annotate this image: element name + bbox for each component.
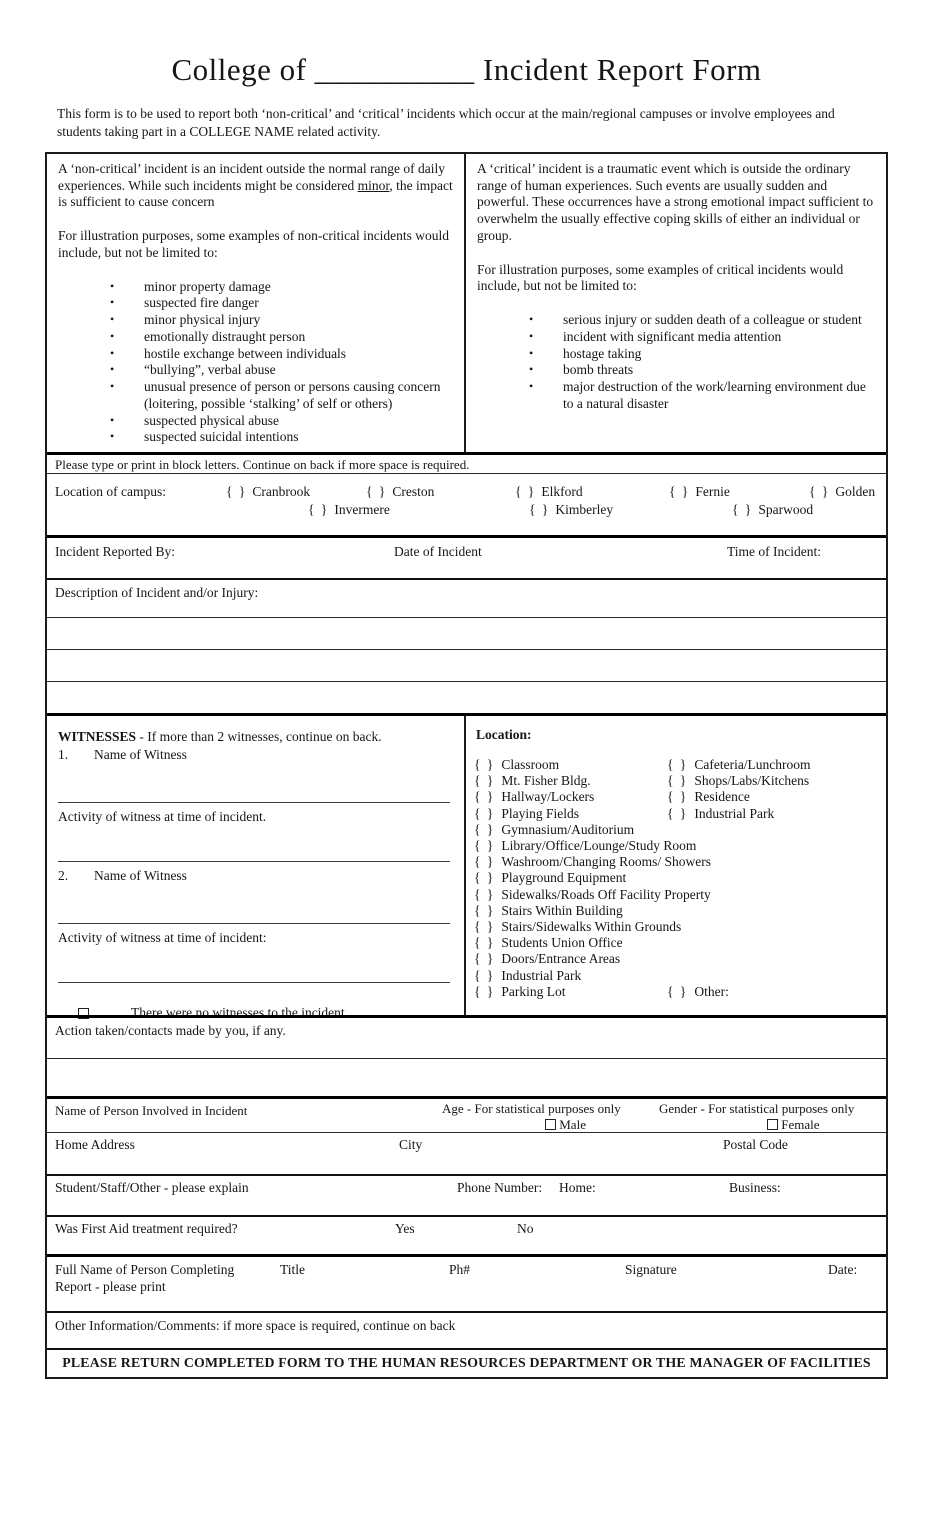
bullet-icon: • [110, 379, 115, 394]
female-option[interactable]: Female [767, 1117, 820, 1133]
location-pair-row [474, 773, 876, 789]
bullet-icon: • [529, 328, 534, 343]
bullet-icon: • [110, 312, 115, 327]
footer-text: PLEASE RETURN COMPLETED FORM TO THE HUMAN RESOURCES DEPARTMENT OR THE MANAGER OF FACILITIES [62, 1355, 871, 1370]
witness-1-activity-label: Activity of witness at time of incident. [58, 809, 267, 824]
location-option-shops[interactable]: { } Shops/Labs/Kitchens [667, 773, 810, 789]
campus-row [47, 473, 886, 535]
postal-code-label: Postal Code [723, 1137, 788, 1152]
list-item: • “bullying”, verbal abuse [110, 362, 276, 378]
witness-1-name-label: 1. Name of Witness [58, 747, 187, 762]
bullet-icon: • [110, 412, 115, 427]
location-option-mt-fisher[interactable]: { } Mt. Fisher Bldg. [474, 773, 591, 789]
witness-2-activity-line[interactable] [58, 982, 450, 983]
list-item: • hostile exchange between individuals [110, 345, 347, 361]
campus-option-kimberley[interactable]: { } Kimberley [529, 502, 614, 517]
description-label: Description of Incident and/or Injury: [55, 585, 259, 600]
witness-2-activity-label: Activity of witness at time of incident: [58, 930, 267, 945]
list-item: • incident with significant media attention [529, 328, 782, 344]
critical-bullet-list [477, 312, 875, 412]
list-item: • minor physical injury [110, 312, 261, 328]
campus-option-golden[interactable]: { } Golden [809, 484, 876, 499]
checkbox-fernie[interactable]: { } [669, 484, 689, 499]
action-taken-line[interactable] [47, 1058, 886, 1096]
bullet-icon: • [110, 345, 115, 360]
checkbox-hallway[interactable]: { } [474, 789, 494, 805]
location-option-hallway[interactable]: { } Hallway/Lockers [474, 789, 595, 805]
instructions-text: Please type or print in block letters. Continue on back if more space is required. [55, 457, 470, 472]
checkbox-mt-fisher[interactable]: { } [474, 773, 494, 789]
checkbox-industrial-park-2[interactable]: { } [474, 967, 494, 983]
list-item: • suspected fire danger [110, 295, 259, 311]
first-aid-label: Was First Aid treatment required? [55, 1221, 238, 1236]
location-pair-row [474, 789, 876, 805]
person-involved-row[interactable] [47, 1096, 886, 1132]
location-option-classroom[interactable]: { } Classroom [474, 757, 560, 772]
witnesses-column [47, 716, 466, 1020]
date-of-incident-label: Date of Incident [394, 544, 482, 559]
location-option-washroom[interactable]: { } Washroom/Changing Rooms/ Showers [474, 854, 712, 870]
location-option-sidewalks-roads[interactable]: { } Sidewalks/Roads Off Facility Property [474, 886, 711, 902]
list-item: • emotionally distraught person [110, 328, 306, 344]
phone-business-label: Business: [729, 1180, 781, 1195]
date-label: Date: [828, 1262, 858, 1277]
campus-option-invermere[interactable]: { } Invermere [308, 502, 390, 517]
checkbox-playing-fields[interactable]: { } [474, 805, 494, 821]
checkbox-cafeteria[interactable]: { } [667, 757, 687, 772]
checkbox-sidewalks-roads[interactable]: { } [474, 886, 494, 902]
location-option-residence[interactable]: { } Residence [667, 789, 750, 805]
status-row[interactable] [47, 1174, 886, 1215]
witnesses-heading: WITNESSES - If more than 2 witnesses, continue on back. [58, 729, 382, 744]
list-item: • suspected suicidal intentions [110, 429, 299, 445]
location-option-gymnasium[interactable]: { } Gymnasium/Auditorium [474, 821, 635, 837]
incident-report-form [45, 152, 888, 1379]
phone-number-label: Phone Number: [457, 1180, 543, 1195]
campus-option-elkford[interactable]: { } Elkford [515, 484, 583, 499]
location-option-parking-lot[interactable]: { } Parking Lot [474, 983, 566, 999]
bullet-icon: • [110, 429, 115, 444]
checkbox-shops[interactable]: { } [667, 773, 687, 789]
bullet-icon: • [110, 278, 115, 293]
location-option-other[interactable]: { } Other: [667, 983, 729, 999]
location-column [466, 716, 886, 1015]
non-critical-definition [47, 154, 466, 452]
first-aid-no[interactable]: No [517, 1221, 534, 1236]
location-heading: Location: [476, 727, 532, 742]
checkbox-golden[interactable]: { } [809, 484, 829, 499]
completing-name-label-line2: Report - please print [55, 1279, 166, 1294]
bullet-icon: • [110, 362, 115, 377]
critical-definition [466, 154, 886, 452]
checkbox-playground[interactable]: { } [474, 870, 494, 886]
page-title: College of __________ Incident Report Form [171, 52, 762, 87]
campus-option-fernie[interactable]: { } Fernie [669, 484, 730, 499]
list-item: • minor property damage [110, 278, 271, 294]
non-critical-examples-intro: For illustration purposes, some examples of non-critical incidents would include, but not be limited to: [58, 228, 450, 260]
definitions-section [47, 154, 886, 452]
home-address-row[interactable] [47, 1132, 886, 1174]
first-aid-yes[interactable]: Yes [395, 1221, 415, 1236]
title-label: Title [280, 1262, 306, 1277]
checkbox-other[interactable]: { } [667, 983, 687, 999]
list-item: • unusual presence of person or persons causing concern (loitering, possible ‘stalking’ of self or others) [110, 379, 441, 411]
signature-label: Signature [625, 1262, 677, 1277]
checkbox-doors[interactable]: { } [474, 951, 494, 967]
instructions-row [47, 452, 886, 473]
checkbox-classroom[interactable]: { } [474, 757, 494, 772]
intro-text: This form is to be used to report both ‘non-critical’ and ‘critical’ incidents which occur at the main/regional campuses or involve employees and students taking part in a COLLEGE NAME related activity. [57, 106, 835, 140]
campus-option-sparwood[interactable]: { } Sparwood [732, 502, 814, 517]
checkbox-elkford[interactable]: { } [515, 484, 535, 499]
location-option-library[interactable]: { } Library/Office/Lounge/Study Room [474, 838, 697, 854]
city-label: City [399, 1137, 423, 1152]
checkbox-library[interactable]: { } [474, 838, 494, 854]
location-option-industrial-park-2[interactable]: { } Industrial Park [474, 967, 582, 983]
checkbox-male[interactable] [545, 1119, 556, 1130]
completing-row[interactable] [47, 1254, 886, 1311]
critical-paragraph: A ‘critical’ incident is a traumatic event which is outside the ordinary range of human experiences. Such events are usually sudden and powerful. These occurrences have a strong emotional impact sufficient to overwhelm the usually effective coping skills of either an individual or group. [477, 161, 874, 243]
location-option-industrial-park-1[interactable]: { } Industrial Park [667, 805, 775, 821]
checkbox-industrial-park-1[interactable]: { } [667, 805, 687, 821]
non-critical-text-cont: , the impact is sufficient to cause concern [58, 177, 453, 210]
bullet-icon: • [529, 362, 534, 377]
location-option-playground[interactable]: { } Playground Equipment [474, 870, 627, 886]
campus-option-creston[interactable]: { } Creston [366, 484, 435, 499]
checkbox-stairs-building[interactable]: { } [474, 902, 494, 918]
non-critical-text: A ‘non-critical’ incident is an incident outside the normal range of daily experiences. While such incidents might be considered [58, 161, 446, 193]
witness-1-activity-line[interactable] [58, 861, 450, 862]
campus-label: Location of campus: [55, 484, 166, 499]
list-item: • suspected physical abuse [110, 412, 279, 428]
checkbox-kimberley[interactable]: { } [529, 502, 549, 517]
location-option-cafeteria[interactable]: { } Cafeteria/Lunchroom [667, 757, 811, 772]
male-option[interactable]: Male [545, 1117, 586, 1133]
checkbox-invermere[interactable]: { } [308, 502, 328, 517]
non-critical-bullet-list [58, 279, 453, 446]
description-row[interactable] [47, 578, 886, 617]
no-witnesses-option[interactable]: There were no witnesses to the incident. [58, 1005, 453, 1021]
reported-by-label: Incident Reported By: [55, 544, 175, 559]
action-taken-label: Action taken/contacts made by you, if any. [55, 1023, 286, 1038]
checkbox-residence[interactable]: { } [667, 789, 687, 805]
location-option-stairs-grounds[interactable]: { } Stairs/Sidewalks Within Grounds [474, 919, 682, 935]
non-critical-paragraph [58, 161, 453, 211]
location-option-playing-fields[interactable]: { } Playing Fields [474, 805, 579, 821]
campus-option-cranbrook[interactable]: { } Cranbrook [226, 484, 311, 499]
footer-row [47, 1348, 886, 1377]
checkbox-students-union[interactable]: { } [474, 935, 494, 951]
bullet-icon: • [529, 379, 534, 394]
checkbox-parking-lot[interactable]: { } [474, 983, 494, 999]
checkbox-creston[interactable]: { } [366, 484, 386, 499]
status-label: Student/Staff/Other - please explain [55, 1180, 249, 1195]
witness-2-name-label: 2. Name of Witness [58, 868, 187, 883]
first-aid-row[interactable] [47, 1215, 886, 1254]
action-taken-row[interactable] [47, 1015, 886, 1058]
gender-label: Gender - For statistical purposes only [659, 1101, 855, 1116]
checkbox-sparwood[interactable]: { } [732, 502, 752, 517]
bullet-icon: • [529, 312, 534, 327]
witness-1-name-line[interactable] [58, 802, 450, 803]
witness-2-name-line[interactable] [58, 923, 450, 924]
list-item: • major destruction of the work/learning environment due to a natural disaster [529, 379, 866, 411]
reported-row[interactable] [47, 535, 886, 578]
bullet-icon: • [110, 328, 115, 343]
location-last-row [474, 984, 876, 1000]
checkbox-washroom[interactable]: { } [474, 854, 494, 870]
description-line-1[interactable] [47, 617, 886, 649]
other-info-row[interactable] [47, 1311, 886, 1348]
location-pair-row [474, 757, 876, 773]
location-option-doors[interactable]: { } Doors/Entrance Areas [474, 951, 621, 967]
location-option-students-union[interactable]: { } Students Union Office [474, 935, 623, 951]
phone-label: Ph# [449, 1262, 471, 1277]
bullet-icon: • [110, 295, 115, 310]
location-option-stairs-building[interactable]: { } Stairs Within Building [474, 902, 623, 918]
location-pair-row [474, 806, 876, 822]
home-address-label: Home Address [55, 1137, 135, 1152]
checkbox-stairs-grounds[interactable]: { } [474, 919, 494, 935]
critical-examples-intro: For illustration purposes, some examples of critical incidents would include, but not be limited to: [477, 261, 844, 294]
description-line-3[interactable] [47, 681, 886, 713]
minor-underlined: minor [357, 177, 390, 193]
description-line-2[interactable] [47, 649, 886, 681]
checkbox-female[interactable] [767, 1119, 778, 1130]
completing-name-label-line1: Full Name of Person Completing [55, 1262, 235, 1277]
other-info-label: Other Information/Comments: if more space is required, continue on back [55, 1318, 456, 1333]
witnesses-location-section [47, 713, 886, 1020]
phone-home-label: Home: [559, 1180, 596, 1195]
person-name-label: Name of Person Involved in Incident [55, 1103, 248, 1118]
list-item: • bomb threats [529, 362, 634, 378]
age-label: Age - For statistical purposes only [442, 1101, 621, 1116]
checkbox-cranbrook[interactable]: { } [226, 484, 246, 499]
list-item: • hostage taking [529, 345, 642, 361]
checkbox-gymnasium[interactable]: { } [474, 821, 494, 837]
bullet-icon: • [529, 345, 534, 360]
time-of-incident-label: Time of Incident: [727, 544, 821, 559]
list-item: • serious injury or sudden death of a colleague or student [529, 312, 862, 328]
